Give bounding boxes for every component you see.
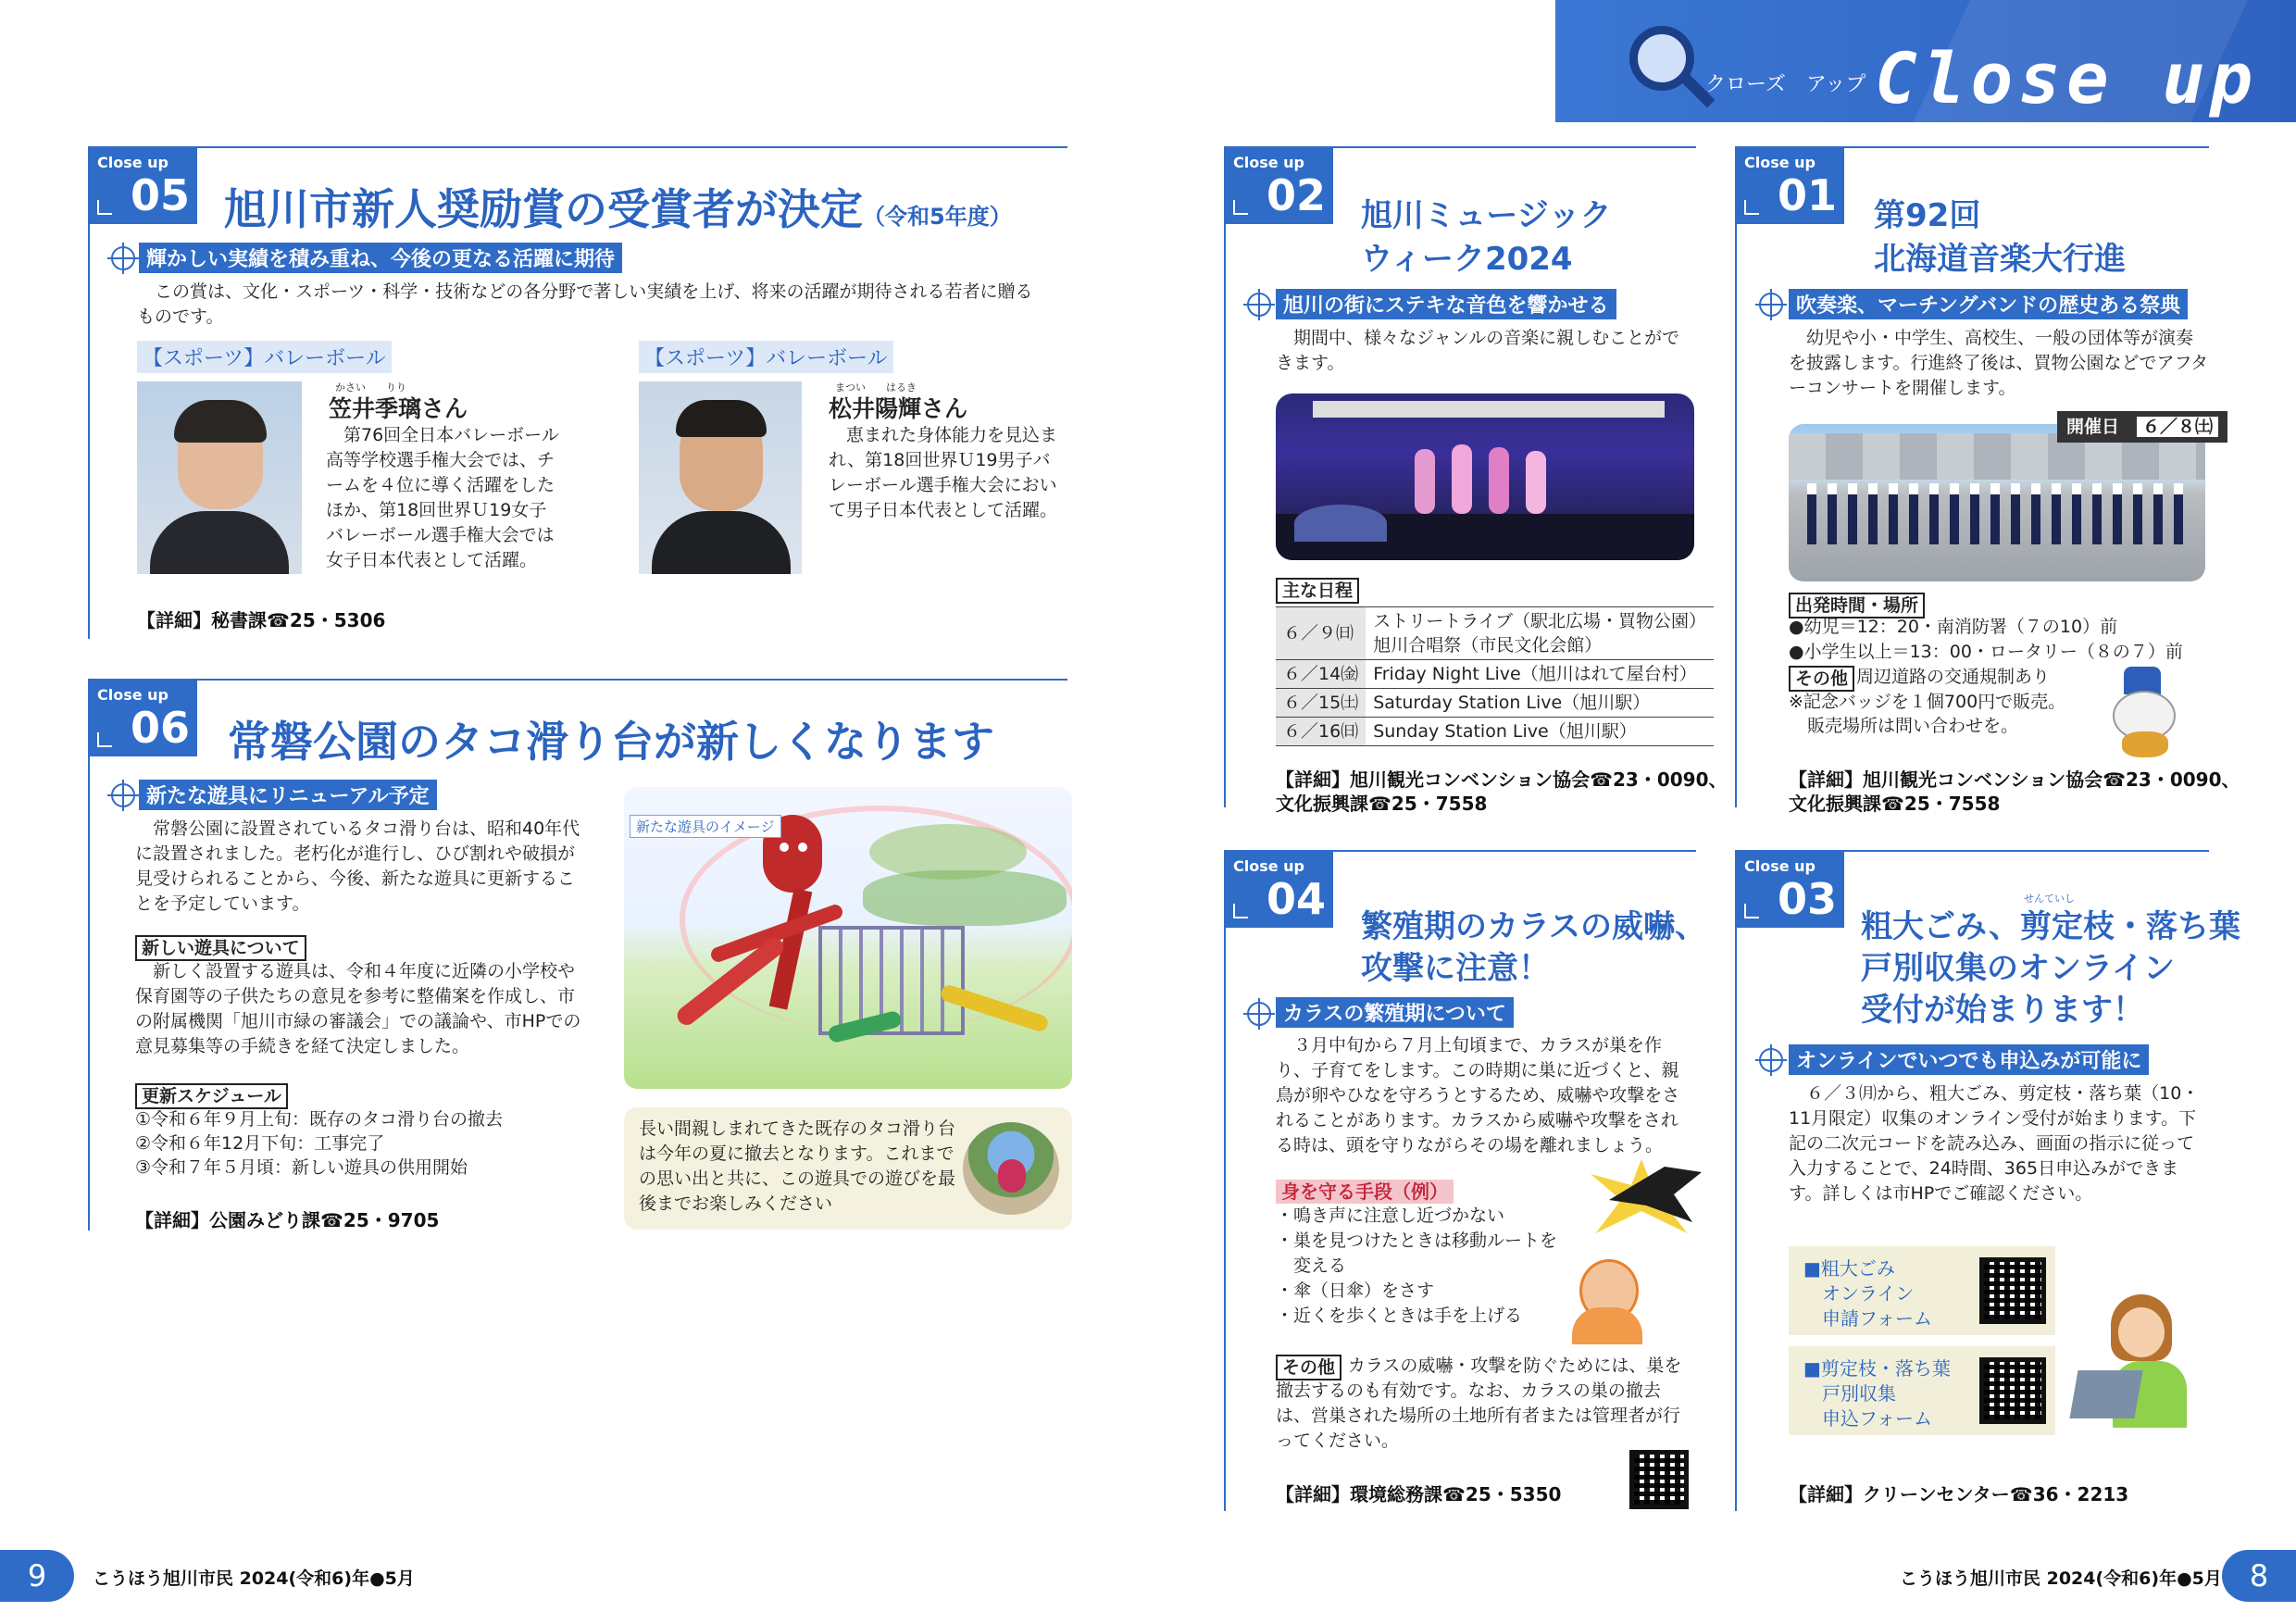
a03-title-1: 粗大ごみ、剪定枝・落ち葉 — [1861, 908, 2241, 945]
a04-tip-1: ・巣を見つけたときは移動ルートを — [1276, 1230, 1558, 1251]
mascot-illustration — [2103, 667, 2187, 759]
a03-title-3: 受付が始まります！ — [1861, 992, 2144, 1029]
a04-intro: ３月中旬から７月上旬頃まで、カラスが巣を作り、子育てをします。この時期に巣に近づくと、親鳥が卵やひなを守ろうとするため、威嚇や攻撃をされることがあります。カラスから威嚇や攻撃をされる時は、頭を守りながらその場を離れましょう。 — [1276, 1035, 1680, 1156]
a05-p2-tag: 【スポーツ】バレーボール — [639, 341, 893, 373]
a04-tips-tag: 身を守る手段（例） — [1276, 1180, 1454, 1204]
a03-subtitle: オンラインでいつでも申込みが可能に — [1789, 1044, 2149, 1075]
photo-matsui — [639, 381, 802, 574]
form1-line-2: 申請フォーム — [1822, 1307, 1932, 1330]
a03-title-2: 戸別収集のオンライン — [1861, 950, 2175, 987]
a05-detail: 【詳細】秘書課☎25・5306 — [137, 609, 386, 631]
a06-sched-2: ③令和７年５月頃：新しい遊具の供用開始 — [135, 1157, 468, 1178]
form1-line-0: ■粗大ごみ — [1803, 1257, 1895, 1280]
qr-code-sodai[interactable] — [1979, 1257, 2046, 1324]
a04-title-2: 攻撃に注意！ — [1361, 950, 1550, 987]
a06-subtitle: 新たな遊具にリニューアル予定 — [139, 780, 437, 810]
a02-detail-1: 【詳細】旭川観光コンベンション協会☎23・0090、 — [1276, 768, 1728, 791]
header-banner — [1555, 0, 2296, 122]
crow-illustration — [1563, 1159, 1700, 1341]
a05-title: 旭川市新人奨励賞の受賞者が決定（令和5年度） — [224, 184, 1012, 234]
badge-02: Close up 02 — [1224, 148, 1333, 224]
a01-dep-tag: 出発時間・場所 — [1789, 593, 1925, 618]
form1-line-1: オンライン — [1822, 1282, 1915, 1305]
a04-title-1: 繁殖期のカラスの威嚇、 — [1361, 908, 1706, 945]
woman-laptop-illustration — [2070, 1291, 2209, 1430]
a04-other: カラスの威嚇・攻撃を防ぐためには、巣を撤去するのも有効です。なお、カラスの巣の撤去は、営巣された場所の土地所有者または管理者が行ってください。 — [1276, 1355, 1682, 1451]
footer-left: こうほう旭川市民 2024(令和6)年●5月 — [93, 1568, 415, 1589]
a01-detail-2: 文化振興課☎25・7558 — [1789, 793, 2001, 815]
a01-subtitle: 吹奏楽、マーチングバンドの歴史ある祭典 — [1789, 289, 2188, 319]
sched-events: ストリートライブ（駅北広場・買物公園） 旭川合唱祭（市民文化会館） — [1366, 607, 1714, 660]
a04-detail: 【詳細】環境総務課☎25・5350 — [1276, 1483, 1562, 1505]
a01-other-tag: その他 — [1789, 666, 1854, 692]
a06-title: 常磐公園のタコ滑り台が新しくなります — [228, 717, 994, 767]
old-slide-photo — [963, 1122, 1059, 1215]
qr-code-sentei[interactable] — [1979, 1357, 2046, 1424]
a06-new-text: 新しく設置する遊具は、令和４年度に近隣の小学校や保育園等の子供たちの意見を参考に整備案を作成し、市の附属機関「旭川市緑の審議会」での議論や、市HPでの意見募集等の手続きを経て決定しました。 — [135, 961, 581, 1056]
a01-dep-0: ●幼児＝12：20・南消防署（７の10）前 — [1789, 617, 2118, 637]
a06-intro: 常磐公園に設置されているタコ滑り台は、昭和40年代に設置されました。老朽化が進行し、ひび割れや破損が見受けられることから、今後、新たな遊具に更新することを予定しています。 — [135, 818, 580, 914]
a04-subtitle: カラスの繁殖期について — [1276, 997, 1514, 1028]
a02-sched-tag: 主な日程 — [1276, 578, 1359, 604]
a04-other-tag: その他 — [1276, 1355, 1341, 1380]
a02-title-1: 旭川ミュージック — [1361, 197, 1612, 234]
badge-03: Close up 03 — [1735, 852, 1844, 928]
a06-sched-tag: 更新スケジュール — [135, 1083, 288, 1109]
sched-events: Saturday Station Live（旭川駅） — [1366, 689, 1714, 718]
a06-detail: 【詳細】公園みどり課☎25・9705 — [135, 1209, 440, 1231]
concert-photo — [1276, 394, 1694, 560]
a03-ruby: せんていし — [2024, 893, 2075, 905]
sched-date: ６／15㈯ — [1276, 689, 1366, 718]
a04-tip-3: ・傘（日傘）をさす — [1276, 1280, 1435, 1301]
badge-05: Close up 05 — [88, 148, 197, 224]
a01-other: 周辺道路の交通規制あり — [1856, 667, 2051, 687]
header-title: Close up — [1875, 37, 2259, 119]
photo-kasai — [137, 381, 302, 574]
sched-events: Sunday Station Live（旭川駅） — [1366, 718, 1714, 746]
page-number-right: 8 — [2222, 1550, 2296, 1602]
badge-06: Close up 06 — [88, 681, 197, 756]
qr-code-crow[interactable] — [1629, 1450, 1689, 1509]
a03-intro: ６／３㈪から、粗大ごみ、剪定枝・落ち葉（10・11月限定）収集のオンライン受付が始まります。下記の二次元コードを読み込み、画面の指示に従って入力することで、24時間、365日申込みができます。詳しくは市HPでご確認ください。 — [1789, 1083, 2200, 1204]
a01-title-2: 北海道音楽大行進 — [1874, 241, 2126, 278]
a02-subtitle: 旭川の街にステキな音色を響かせる — [1276, 289, 1616, 319]
a02-title-2: ウィーク2024 — [1361, 241, 1573, 278]
sched-events: Friday Night Live（旭川はれて屋台村） — [1366, 660, 1714, 689]
a04-tip-0: ・鳴き声に注意し近づかない — [1276, 1206, 1505, 1226]
a06-note-box — [624, 1107, 1072, 1230]
sched-date: ６／14㈮ — [1276, 660, 1366, 689]
a02-intro: 期間中、様々なジャンルの音楽に親しむことができます。 — [1276, 328, 1680, 373]
a05-subtitle: 輝かしい実績を積み重ね、今後の更なる活躍に期待 — [139, 243, 622, 273]
a01-dep-1: ●小学生以上＝13：00・ロータリー（８の７）前 — [1789, 642, 2183, 662]
a05-p1-name: 笠井季璃さん — [329, 395, 468, 422]
a05-p1-ruby: かさい りり — [335, 381, 406, 394]
a02-schedule-table — [1276, 606, 1714, 746]
header-kana: クローズ アップ — [1705, 73, 1866, 96]
a06-new-tag: 新しい遊具について — [135, 935, 306, 961]
a01-note-2: 販売場所は問い合わせを。 — [1807, 716, 2019, 736]
a06-sched-0: ①令和６年９月上旬：既存のタコ滑り台の撤去 — [135, 1109, 504, 1130]
form-card-sodai[interactable] — [1789, 1246, 2055, 1335]
a01-intro: 幼児や小・中学生、高校生、一般の団体等が演奏を披露します。行進終了後は、買物公園などでアフターコンサートを開催します。 — [1789, 328, 2209, 398]
a03-detail: 【詳細】クリーンセンター☎36・2213 — [1789, 1483, 2129, 1505]
a01-detail-1: 【詳細】旭川観光コンベンション協会☎23・0090、 — [1789, 768, 2240, 791]
a05-p1-tag: 【スポーツ】バレーボール — [137, 341, 392, 373]
sched-date: ６／16㈰ — [1276, 718, 1366, 746]
form2-line-2: 申込フォーム — [1822, 1407, 1932, 1430]
a01-title-1: 第92回 — [1874, 197, 1981, 234]
footer-right: こうほう旭川市民 2024(令和6)年●5月 — [1900, 1568, 2222, 1589]
badge-04: Close up 04 — [1224, 852, 1333, 928]
a05-intro: この賞は、文化・スポーツ・科学・技術などの各分野で著しい実績を上げ、将来の活躍が期待される若者に贈るものです。 — [137, 281, 1033, 327]
image-caption: 新たな遊具のイメージ — [630, 815, 781, 838]
a01-note-1: ※記念バッジを１個700円で販売。 — [1789, 692, 2066, 712]
sched-date: ６／９㈰ — [1276, 607, 1366, 660]
form-card-sentei[interactable] — [1789, 1346, 2055, 1435]
a05-p1-text: 第76回全日本バレーボール高等学校選手権大会では、チームを４位に導く活躍をしたほか、第18回世界Ｕ19女子バレーボール選手権大会では女子日本代表として活躍。 — [326, 425, 559, 570]
a04-tip-4: ・近くを歩くときは手を上げる — [1276, 1305, 1523, 1326]
a05-p2-name: 松井陽輝さん — [829, 395, 968, 422]
badge-01: Close up 01 — [1735, 148, 1844, 224]
a05-p2-ruby: まつい はるき — [835, 381, 917, 394]
playground-image — [624, 787, 1072, 1089]
a06-note: 長い間親しまれてきた既存のタコ滑り台は今年の夏に撤去となります。これまでの思い出と共に、この遊具での遊びを最後までお楽しみください — [639, 1118, 956, 1214]
a06-sched-1: ②令和６年12月下旬：工事完了 — [135, 1133, 385, 1154]
a01-date-badge: 開催日 ６／８㈯ — [2057, 411, 2227, 443]
form2-line-0: ■剪定枝・落ち葉 — [1803, 1357, 1951, 1380]
a05-p2-text: 恵まれた身体能力を見込まれ、第18回世界Ｕ19男子バレーボール選手権大会において男子日本代表として活躍。 — [829, 425, 1058, 520]
a04-tip-2: 変える — [1276, 1255, 1347, 1276]
page-number-left: 9 — [0, 1550, 74, 1602]
parade-photo — [1789, 424, 2205, 581]
form2-line-1: 戸別収集 — [1822, 1382, 1896, 1405]
a02-detail-2: 文化振興課☎25・7558 — [1276, 793, 1488, 815]
